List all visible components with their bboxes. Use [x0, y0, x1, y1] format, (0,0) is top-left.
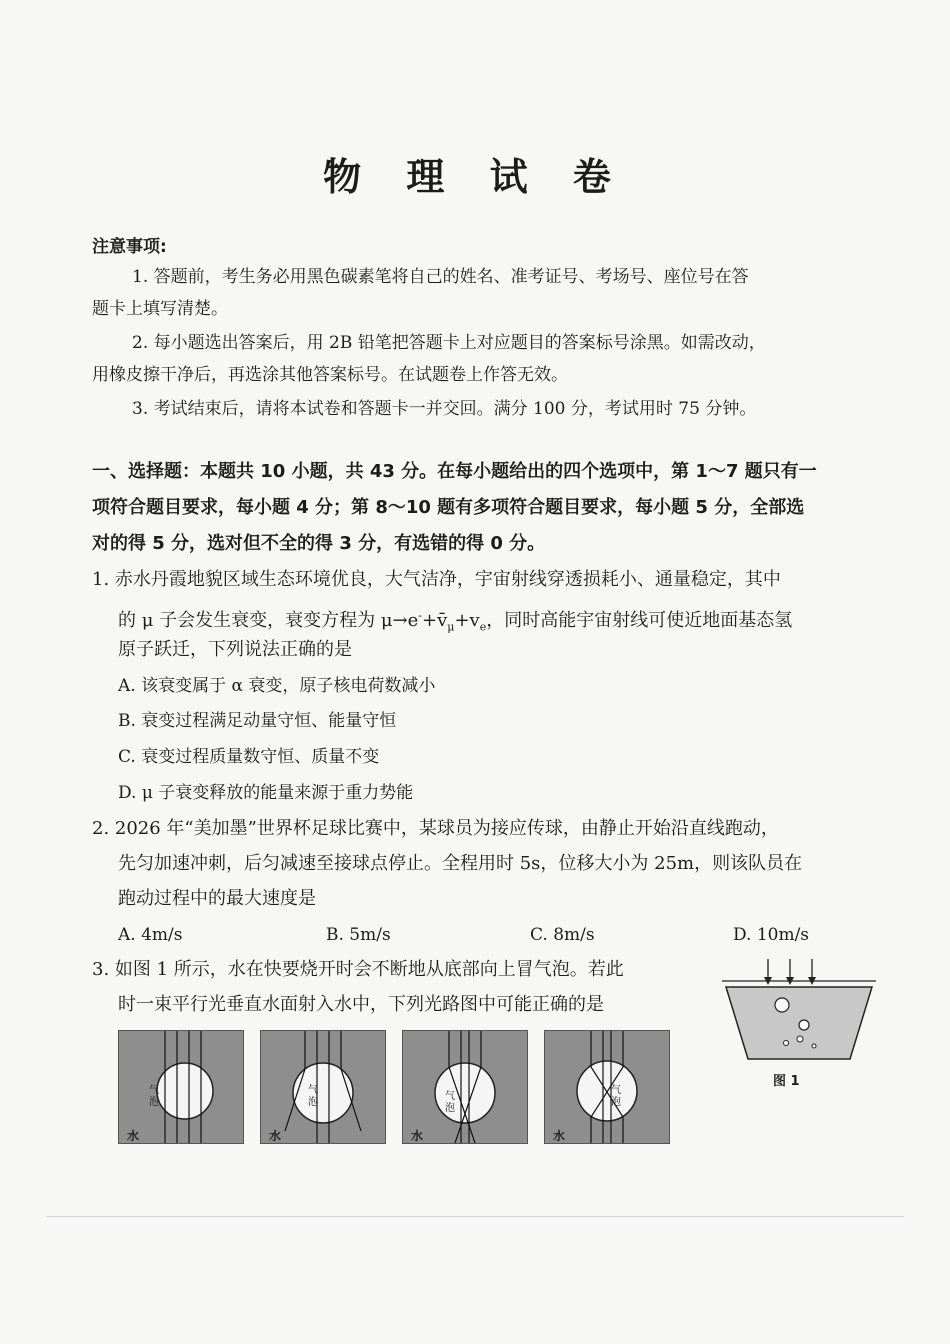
q1-stem-line-equation [118, 604, 792, 640]
bubble-label: 气 [611, 1085, 621, 1096]
q3-option-a-diagram [118, 1030, 244, 1144]
q1-option-d: D. μ 子衰变释放的能量来源于重力势能 [118, 783, 414, 803]
bubble-label: 泡 [611, 1097, 621, 1108]
notice-line: 题卡上填写清楚。 [92, 299, 228, 319]
bubble-label: 气 [149, 1085, 159, 1096]
bubble-label: 气 [445, 1091, 455, 1102]
q1-stem-line: 1. 赤水丹霞地貌区域生态环境优良，大气洁净，宇宙射线穿透损耗小、通量稳定，其中 [92, 569, 781, 590]
q2-option-d: D. 10m/s [733, 925, 810, 945]
q1-equation-sub: e [479, 620, 487, 634]
water-label: 水 [411, 1129, 424, 1143]
q3-stem-line: 时一束平行光垂直水面射入水中，下列光路图中可能正确的是 [118, 994, 604, 1015]
page-divider [46, 1216, 904, 1217]
q2-stem-line: 2. 2026 年“美加墨”世界杯足球比赛中，某球员为接应传球，由静止开始沿直线跑动， [92, 818, 779, 839]
notice-line: 用橡皮擦干净后，再选涂其他答案标号。在试题卷上作答无效。 [92, 365, 568, 385]
notice-line: 3. 考试结束后，请将本试卷和答题卡一并交回。满分 100 分，考试用时 75 分钟。 [132, 399, 757, 419]
q1-equation-part: 的 μ 子会发生衰变，衰变方程为 μ→e [118, 610, 419, 631]
water-label: 水 [127, 1129, 140, 1143]
notice-heading: 注意事项: [92, 237, 167, 257]
q1-equation-sub: μ [447, 620, 455, 634]
bubble-label: 气 [308, 1085, 318, 1096]
bubble-label: 泡 [445, 1103, 455, 1114]
q3-option-d-diagram [544, 1030, 670, 1144]
q1-option-c: C. 衰变过程质量数守恒、质量不变 [118, 747, 380, 767]
q1-option-a: A. 该衰变属于 α 衰变，原子核电荷数减小 [118, 676, 436, 696]
q2-stem-line: 先匀加速冲刺，后匀减速至接球点停止。全程用时 5s，位移大小为 25m，则该队员在 [118, 853, 803, 874]
q2-option-c: C. 8m/s [530, 925, 595, 945]
notice-line: 2. 每小题选出答案后，用 2B 铅笔把答题卡上对应题目的答案标号涂黑。如需改动， [132, 333, 766, 353]
water-label: 水 [269, 1129, 282, 1143]
bubble-label: 泡 [308, 1097, 318, 1108]
notice-line: 1. 答题前，考生务必用黑色碳素笔将自己的姓名、准考证号、考场号、座位号在答 [132, 267, 749, 287]
q3-option-c-diagram [402, 1030, 528, 1144]
water-label: 水 [553, 1129, 566, 1143]
q1-option-b: B. 衰变过程满足动量守恒、能量守恒 [118, 711, 397, 731]
q2-option-a: A. 4m/s [118, 925, 183, 945]
section-intro-line: 对的得 5 分，选对但不全的得 3 分，有选错的得 0 分。 [92, 533, 546, 554]
figure-1-pot-diagram [718, 955, 878, 1065]
q3-stem-line: 3. 如图 1 所示，水在快要烧开时会不断地从底部向上冒气泡。若此 [92, 959, 624, 980]
figure-1-caption: 图 1 [773, 1074, 800, 1089]
section-intro-line: 项符合题目要求，每小题 4 分；第 8～10 题有多项符合题目要求，每小题 5 分，全部选 [92, 497, 805, 518]
q1-stem-line: 原子跃迁，下列说法正确的是 [118, 639, 352, 660]
q1-equation-part: ，同时高能宇宙射线可使近地面基态氢 [486, 610, 793, 631]
q3-option-b-diagram [260, 1030, 386, 1144]
q1-equation-sup: - [418, 609, 423, 622]
bubble-label: 泡 [149, 1097, 159, 1108]
section-intro-line: 一、选择题：本题共 10 小题，共 43 分。在每小题给出的四个选项中，第 1～7 题只有一 [92, 461, 817, 482]
q1-equation-part: +v̄ [422, 610, 448, 631]
q1-equation-part: +v [454, 610, 480, 631]
q2-stem-line: 跑动过程中的最大速度是 [118, 888, 316, 909]
page-title: 物 理 试 卷 [323, 155, 627, 199]
q2-option-b: B. 5m/s [326, 925, 391, 945]
